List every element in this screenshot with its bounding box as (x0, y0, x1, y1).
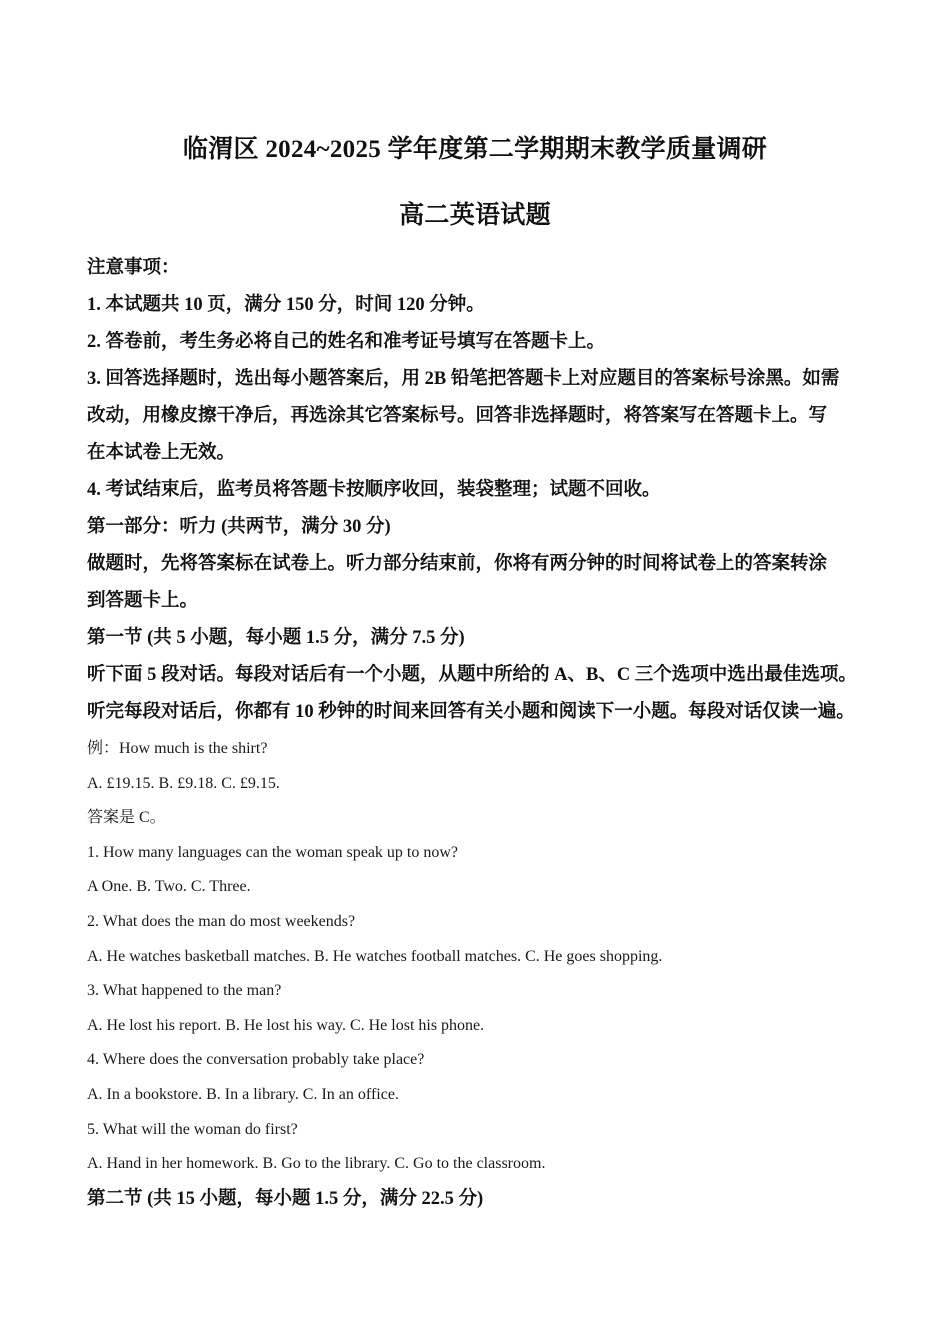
note-item-3-line-2: 改动，用橡皮擦干净后，再选涂其它答案标号。回答非选择题时，将答案写在答题卡上。写 (87, 406, 828, 426)
section2-heading: 第二节 (共 15 小题，每小题 1.5 分，满分 22.5 分) (87, 1188, 484, 1209)
note-item-4: 4. 考试结束后，监考员将答题卡按顺序收回，装袋整理；试题不回收。 (87, 480, 661, 500)
question-3: 3. What happened to the man? (87, 982, 282, 1000)
part1-heading: 第一部分：听力 (共两节，满分 30 分) (87, 517, 391, 537)
question-3-options: A. He lost his report. B. He lost his way. C. He lost his phone. (87, 1016, 485, 1034)
exam-body (87, 254, 877, 1222)
exam-title: 临渭区 2024~2025 学年度第二学期期末教学质量调研 (182, 136, 768, 163)
question-2: 2. What does the man do most weekends? (87, 912, 356, 930)
section1-instruction-line-1: 听下面 5 段对话。每段对话后有一个小题，从题中所给的 A、B、C 三个选项中选出最佳选项。 (87, 665, 857, 685)
question-5-options: A. Hand in her homework. B. Go to the library. C. Go to the classroom. (87, 1155, 546, 1173)
question-5: 5. What will the woman do first? (87, 1120, 298, 1138)
question-2-options: A. He watches basketball matches. B. He watches football matches. C. He goes shopping. (87, 947, 663, 965)
example-answer: 答案是 C。 (87, 809, 166, 827)
question-1: 1. How many languages can the woman speak up to now? (87, 843, 459, 861)
note-item-3-line-3: 在本试卷上无效。 (87, 443, 236, 463)
exam-subtitle: 高二英语试题 (399, 202, 551, 229)
part1-instruction-line-2: 到答题卡上。 (87, 591, 199, 611)
section1-instruction-line-2: 听完每段对话后，你都有 10 秒钟的时间来回答有关小题和阅读下一小题。每段对话仅读一遍。 (87, 702, 855, 722)
note-item-1: 1. 本试题共 10 页，满分 150 分，时间 120 分钟。 (87, 295, 485, 315)
question-4-options: A. In a bookstore. B. In a library. C. In an office. (87, 1085, 399, 1103)
question-4: 4. Where does the conversation probably take place? (87, 1051, 425, 1069)
note-item-2: 2. 答卷前，考生务必将自己的姓名和准考证号填写在答题卡上。 (87, 332, 606, 352)
notes-heading: 注意事项： (87, 258, 180, 278)
section1-heading: 第一节 (共 5 小题，每小题 1.5 分，满分 7.5 分) (87, 628, 465, 648)
example-options: A. £19.15. B. £9.18. C. £9.15. (87, 774, 280, 792)
example-question: 例：How much is the shirt? (87, 740, 268, 757)
question-1-options: A One. B. Two. C. Three. (87, 878, 251, 896)
part1-instruction-line-1: 做题时，先将答案标在试卷上。听力部分结束前，你将有两分钟的时间将试卷上的答案转涂 (87, 554, 828, 574)
note-item-3-line-1: 3. 回答选择题时，选出每小题答案后，用 2B 铅笔把答题卡上对应题目的答案标号涂黑。如需 (87, 369, 840, 389)
